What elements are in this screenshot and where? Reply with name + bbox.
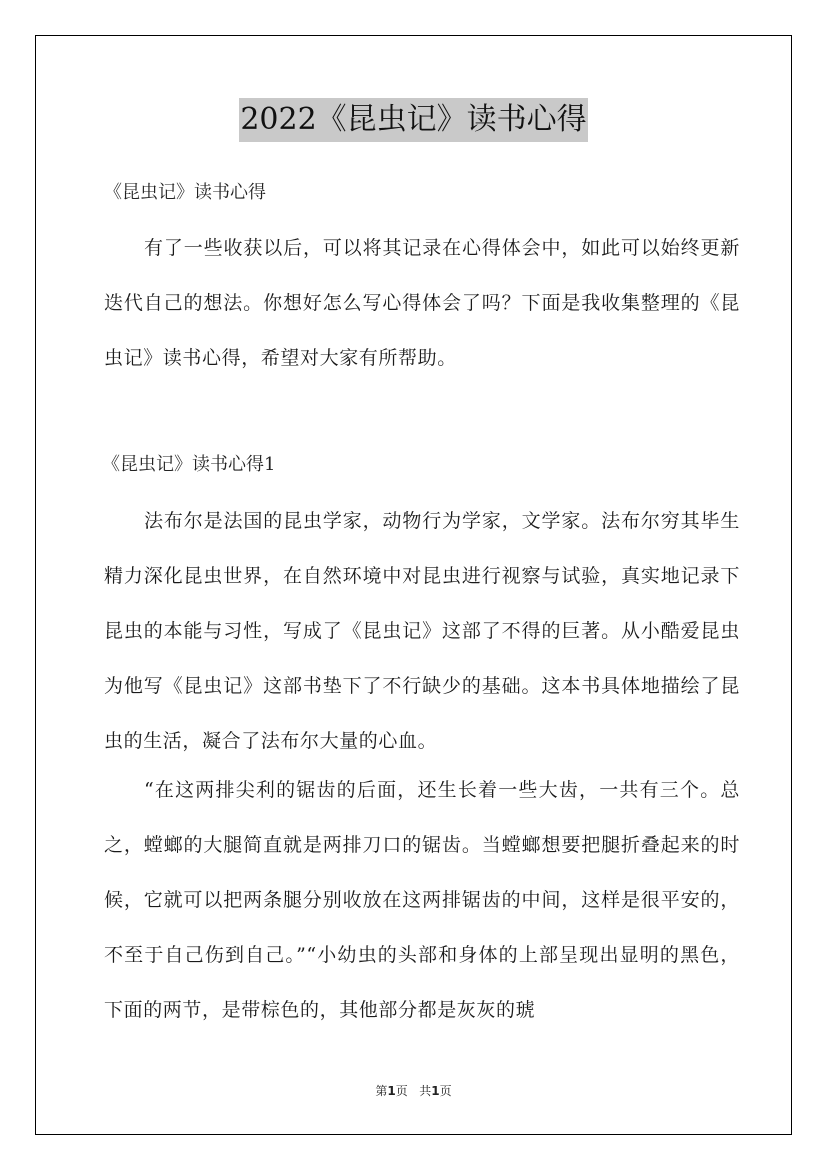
section-heading: 《昆虫记》读书心得1 xyxy=(102,454,276,475)
footer-page-prefix: 第 xyxy=(375,1084,388,1098)
footer-total-suffix: 页 xyxy=(439,1084,452,1098)
footer-total-prefix: 共 xyxy=(419,1084,432,1098)
title-container xyxy=(0,98,827,142)
document-title: 2022《昆虫记》读书心得 xyxy=(239,98,587,142)
footer-page-current: 1 xyxy=(387,1084,396,1098)
intro-paragraph: 有了一些收获以后，可以将其记录在心得体会中，如此可以始终更新迭代自己的想法。你想好怎么写心得体会了吗？下面是我收集整理的《昆虫记》读书心得，希望对大家有所帮助。 xyxy=(104,237,740,369)
body-paragraph-2: “在这两排尖利的锯齿的后面，还生长着一些大齿，一共有三个。总之，螳螂的大腿简直就是两排刀口的锯齿。当螳螂想要把腿折叠起来的时候，它就可以把两条腿分别收放在这两排锯齿的中间，这样是很平安的，不至于自己伤到自己。”“小幼虫的头部和身体的上部呈现出显明的黑色，下面的两节，是带棕色的，其他部分都是灰灰的琥 xyxy=(104,779,740,1021)
footer-page-total: 1 xyxy=(431,1084,440,1098)
page-footer xyxy=(0,1082,827,1099)
body-paragraph-1: 法布尔是法国的昆虫学家，动物行为学家，文学家。法布尔穷其毕生精力深化昆虫世界，在自然环境中对昆虫进行视察与试验，真实地记录下昆虫的本能与习性，写成了《昆虫记》这部了不得的巨著。从小酷爱昆虫为他写《昆虫记》这部书垫下了不行缺少的基础。这本书具体地描绘了昆虫的生活，凝合了法布尔大量的心血。 xyxy=(104,510,740,752)
footer-page-suffix: 页 xyxy=(395,1084,408,1098)
main-heading: 《昆虫记》读书心得 xyxy=(104,182,266,203)
